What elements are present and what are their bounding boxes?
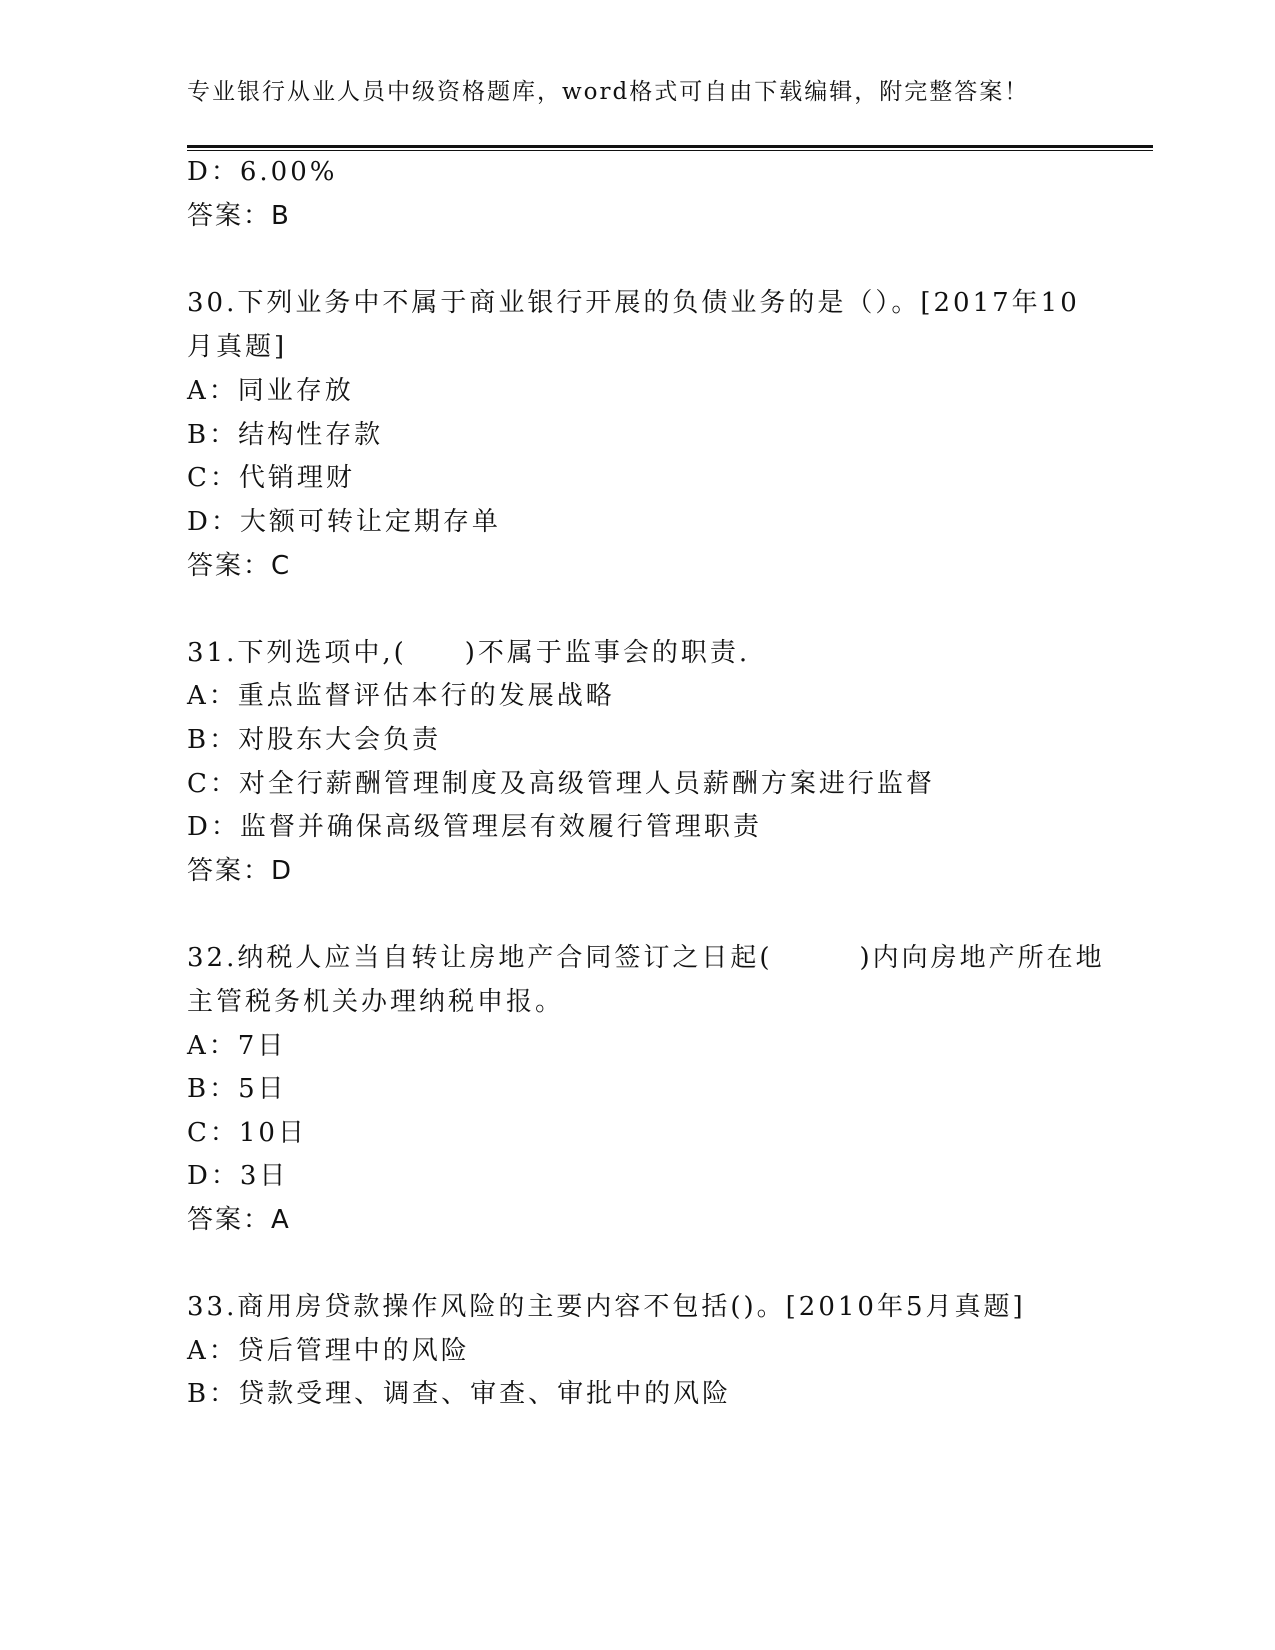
q33-stem: 33.商用房贷款操作风险的主要内容不包括()。[2010年5月真题]	[187, 1292, 1026, 1322]
q30-stem-line2: 月真题]	[187, 332, 288, 362]
q32-option-d: D：3日	[187, 1161, 289, 1191]
q33-option-b: B：贷款受理、调查、审查、审批中的风险	[187, 1379, 732, 1409]
q32-answer: 答案：A	[187, 1205, 291, 1235]
q31-option-b: B：对股东大会负责	[187, 725, 442, 755]
q31-stem: 31.下列选项中,( )不属于监事会的职责.	[187, 638, 751, 668]
q30-option-b: B：结构性存款	[187, 420, 384, 450]
q32-stem-line2: 主管税务机关办理纳税申报。	[187, 987, 565, 1017]
q32-option-c: C：10日	[187, 1118, 307, 1148]
q30-option-a: A：同业存放	[187, 376, 354, 406]
q32-option-a: A：7日	[187, 1031, 287, 1061]
q29-option-d: D：6.00%	[187, 157, 338, 187]
q30-stem-line1: 30.下列业务中不属于商业银行开展的负债业务的是（）。[2017年10	[187, 288, 1080, 318]
q31-option-d: D：监督并确保高级管理层有效履行管理职责	[187, 812, 762, 842]
q31-answer: 答案：D	[187, 856, 294, 886]
header-divider-thick	[187, 145, 1153, 148]
q29-answer: 答案：B	[187, 201, 291, 231]
q33-option-a: A：贷后管理中的风险	[187, 1336, 470, 1366]
q31-option-c: C：对全行薪酬管理制度及高级管理人员薪酬方案进行监督	[187, 769, 935, 799]
q30-answer: 答案：C	[187, 551, 292, 581]
q32-stem-line1: 32.纳税人应当自转让房地产合同签订之日起( )内向房地产所在地	[187, 943, 1105, 973]
q30-option-c: C：代销理财	[187, 463, 355, 493]
q31-option-a: A：重点监督评估本行的发展战略	[187, 681, 615, 711]
q32-option-b: B：5日	[187, 1074, 287, 1104]
page-header: 专业银行从业人员中级资格题库，word格式可自由下载编辑，附完整答案！	[187, 79, 1030, 105]
q30-option-d: D：大额可转让定期存单	[187, 507, 501, 537]
